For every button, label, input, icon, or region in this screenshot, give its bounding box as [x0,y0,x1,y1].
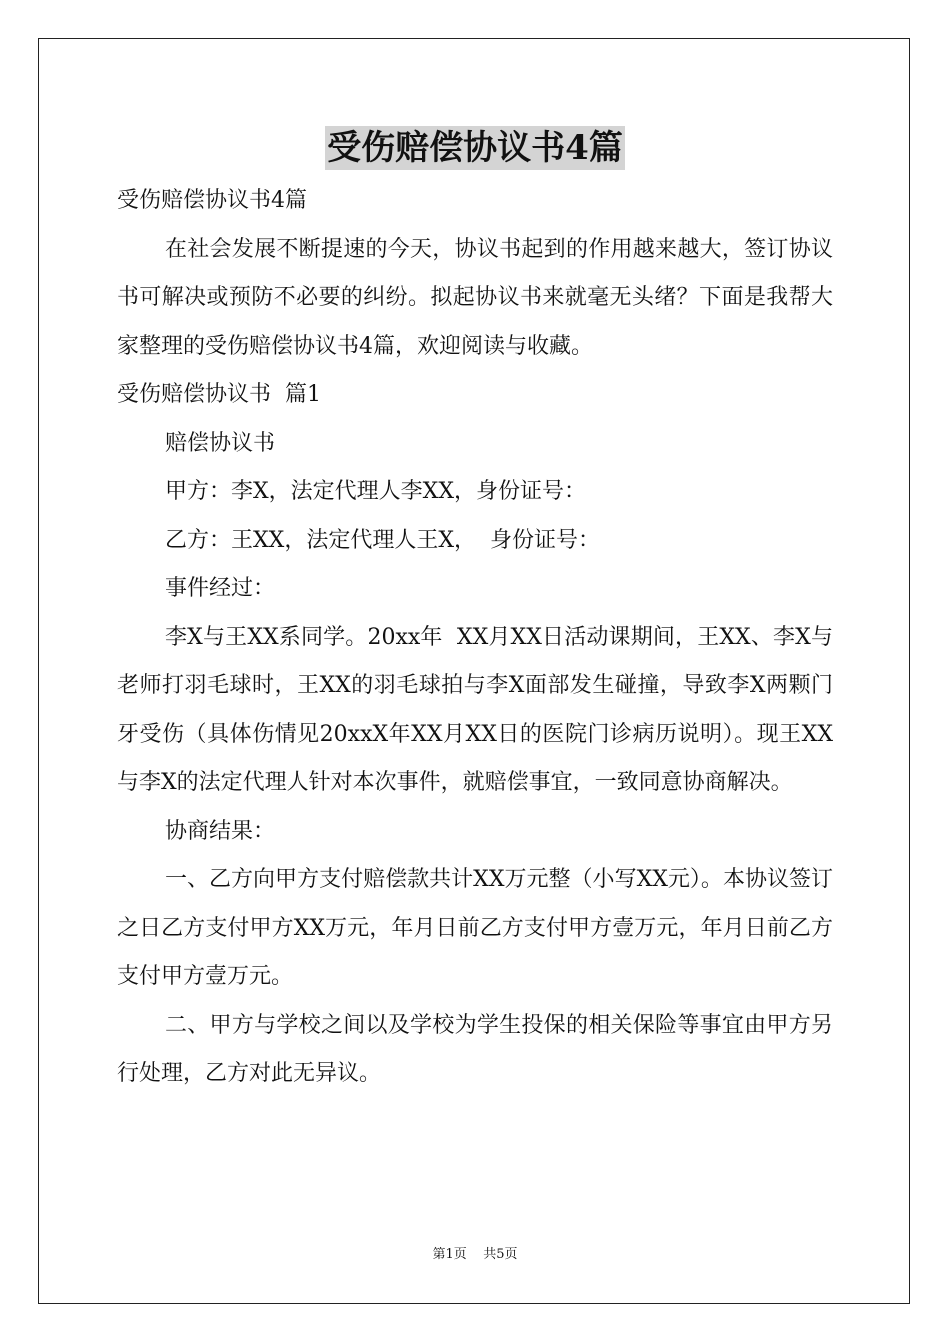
page-footer [0,1246,950,1264]
page-number: 第1页 共5页 [432,1247,518,1262]
paragraph-party-b: 乙方：王XX，法定代理人王X， 身份证号： [165,527,600,553]
paragraph-clause-one: 一、乙方向甲方支付赔偿款共计XX万元整（小写XX元）。本协议签订之日乙方支付甲方XX万元，年月日前乙方支付甲方壹万元，年月日前乙方支付甲方壹万元。 [117,867,833,989]
paragraph-subtitle: 受伤赔偿协议书4篇 [117,188,307,213]
paragraph-event-description: 李X与王XX系同学。20xx年 XX月XX日活动课期间，王XX、李X与老师打羽毛球时，王XX的羽毛球拍与李X面部发生碰撞，导致李X两颗门牙受伤（具体伤情见20xxX年XX月XX日的医院门诊病历说明）。现王XX与李X的法定代理人针对本次事件，就赔偿事宜，一致同意协商解决。 [117,624,833,795]
paragraph-clause-two: 二、甲方与学校之间以及学校为学生投保的相关保险等事宜由甲方另行处理，乙方对此无异议。 [117,1012,833,1086]
paragraph-party-a: 甲方：李X，法定代理人李XX，身份证号： [165,479,586,504]
paragraph-section-heading: 受伤赔偿协议书 篇1 [117,382,321,407]
paragraph-event-heading: 事件经过： [165,576,276,601]
paragraph-intro: 在社会发展不断提速的今天，协议书起到的作用越来越大，签订协议书可解决或预防不必要的纠纷。拟起协议书来就毫无头绪？下面是我帮大家整理的受伤赔偿协议书4篇，欢迎阅读与收藏。 [117,236,833,359]
title-area [0,126,950,170]
paragraph-agreement-title: 赔偿协议书 [165,430,276,456]
paragraph-result-heading: 协商结果： [165,818,276,844]
document-body [117,177,833,1099]
document-title: 受伤赔偿协议书4篇 [327,128,623,168]
